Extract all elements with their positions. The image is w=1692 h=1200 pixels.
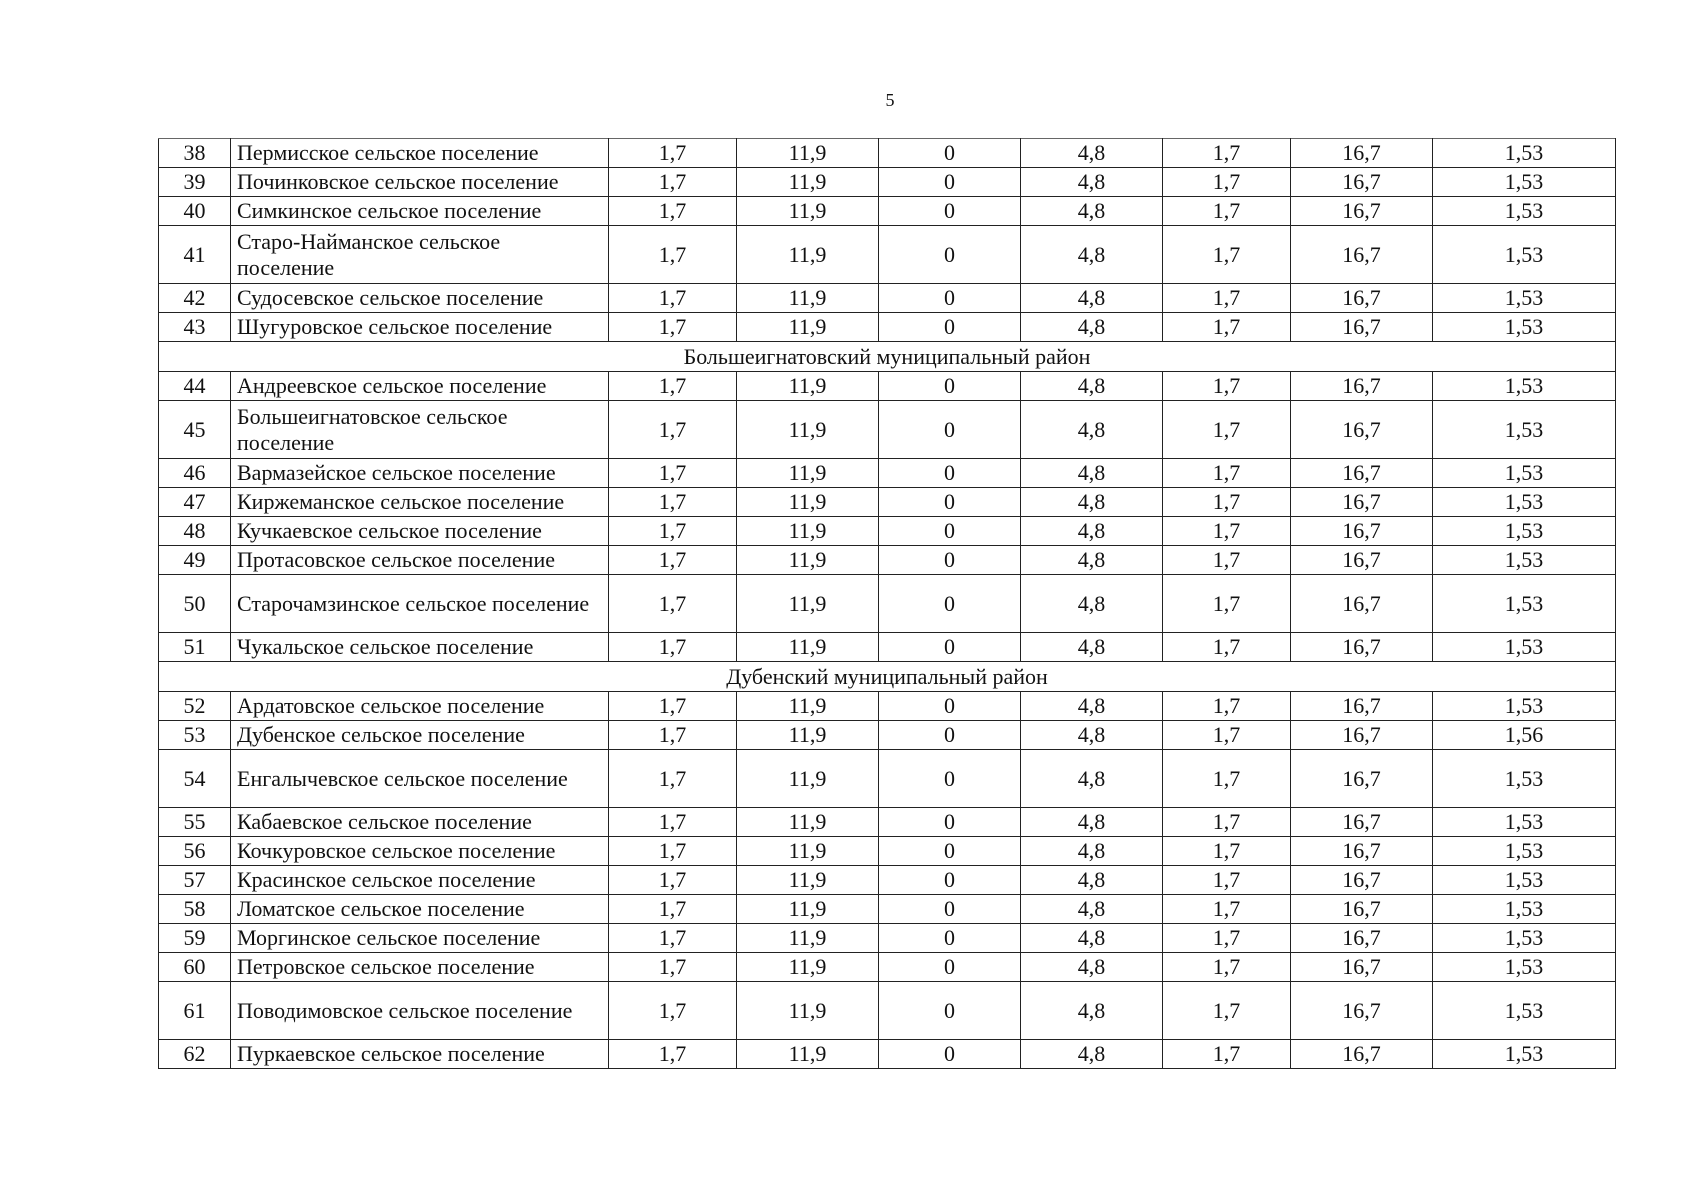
row-number: 39 bbox=[159, 168, 231, 197]
value-col-7: 1,53 bbox=[1433, 139, 1616, 168]
value-col-5: 1,7 bbox=[1163, 139, 1291, 168]
value-col-2: 11,9 bbox=[737, 1040, 879, 1069]
value-col-1: 1,7 bbox=[609, 372, 737, 401]
value-col-6: 16,7 bbox=[1291, 313, 1433, 342]
value-col-7: 1,53 bbox=[1433, 982, 1616, 1040]
value-col-3: 0 bbox=[879, 808, 1021, 837]
value-col-1: 1,7 bbox=[609, 866, 737, 895]
value-col-7: 1,53 bbox=[1433, 895, 1616, 924]
value-col-6: 16,7 bbox=[1291, 750, 1433, 808]
value-col-6: 16,7 bbox=[1291, 866, 1433, 895]
value-col-5: 1,7 bbox=[1163, 895, 1291, 924]
value-col-5: 1,7 bbox=[1163, 982, 1291, 1040]
row-number: 60 bbox=[159, 953, 231, 982]
value-col-2: 11,9 bbox=[737, 692, 879, 721]
row-number: 48 bbox=[159, 517, 231, 546]
row-number: 61 bbox=[159, 982, 231, 1040]
table-row bbox=[159, 517, 1616, 546]
settlement-name: Моргинское сельское поселение bbox=[231, 924, 609, 953]
settlement-name: Вармазейское сельское поселение bbox=[231, 459, 609, 488]
table-row bbox=[159, 401, 1616, 459]
value-col-3: 0 bbox=[879, 575, 1021, 633]
value-col-3: 0 bbox=[879, 226, 1021, 284]
row-number: 47 bbox=[159, 488, 231, 517]
value-col-4: 4,8 bbox=[1021, 837, 1163, 866]
value-col-3: 0 bbox=[879, 139, 1021, 168]
value-col-5: 1,7 bbox=[1163, 837, 1291, 866]
value-col-3: 0 bbox=[879, 633, 1021, 662]
row-number: 42 bbox=[159, 284, 231, 313]
row-number: 46 bbox=[159, 459, 231, 488]
value-col-6: 16,7 bbox=[1291, 197, 1433, 226]
table-row bbox=[159, 692, 1616, 721]
value-col-3: 0 bbox=[879, 546, 1021, 575]
value-col-5: 1,7 bbox=[1163, 372, 1291, 401]
value-col-5: 1,7 bbox=[1163, 284, 1291, 313]
value-col-2: 11,9 bbox=[737, 837, 879, 866]
row-number: 62 bbox=[159, 1040, 231, 1069]
value-col-2: 11,9 bbox=[737, 575, 879, 633]
value-col-4: 4,8 bbox=[1021, 459, 1163, 488]
table-row bbox=[159, 866, 1616, 895]
value-col-1: 1,7 bbox=[609, 982, 737, 1040]
table-row bbox=[159, 313, 1616, 342]
value-col-5: 1,7 bbox=[1163, 401, 1291, 459]
value-col-5: 1,7 bbox=[1163, 750, 1291, 808]
settlement-name: Пуркаевское сельское поселение bbox=[231, 1040, 609, 1069]
value-col-1: 1,7 bbox=[609, 168, 737, 197]
value-col-3: 0 bbox=[879, 924, 1021, 953]
row-number: 51 bbox=[159, 633, 231, 662]
table-row bbox=[159, 837, 1616, 866]
value-col-6: 16,7 bbox=[1291, 459, 1433, 488]
table-row bbox=[159, 953, 1616, 982]
value-col-1: 1,7 bbox=[609, 197, 737, 226]
value-col-7: 1,53 bbox=[1433, 197, 1616, 226]
value-col-2: 11,9 bbox=[737, 633, 879, 662]
value-col-3: 0 bbox=[879, 692, 1021, 721]
table-row bbox=[159, 168, 1616, 197]
value-col-3: 0 bbox=[879, 953, 1021, 982]
table-row bbox=[159, 1040, 1616, 1069]
row-number: 54 bbox=[159, 750, 231, 808]
value-col-3: 0 bbox=[879, 488, 1021, 517]
value-col-1: 1,7 bbox=[609, 721, 737, 750]
value-col-7: 1,53 bbox=[1433, 692, 1616, 721]
table-row bbox=[159, 750, 1616, 808]
table-row bbox=[159, 139, 1616, 168]
table-row bbox=[159, 546, 1616, 575]
district-header-row bbox=[159, 342, 1616, 372]
row-number: 41 bbox=[159, 226, 231, 284]
value-col-4: 4,8 bbox=[1021, 750, 1163, 808]
value-col-4: 4,8 bbox=[1021, 372, 1163, 401]
value-col-2: 11,9 bbox=[737, 546, 879, 575]
settlement-name: Протасовское сельское поселение bbox=[231, 546, 609, 575]
value-col-2: 11,9 bbox=[737, 488, 879, 517]
row-number: 38 bbox=[159, 139, 231, 168]
value-col-2: 11,9 bbox=[737, 953, 879, 982]
value-col-6: 16,7 bbox=[1291, 517, 1433, 546]
settlement-name: Ардатовское сельское поселение bbox=[231, 692, 609, 721]
value-col-1: 1,7 bbox=[609, 488, 737, 517]
value-col-6: 16,7 bbox=[1291, 982, 1433, 1040]
value-col-2: 11,9 bbox=[737, 284, 879, 313]
value-col-1: 1,7 bbox=[609, 459, 737, 488]
value-col-7: 1,53 bbox=[1433, 284, 1616, 313]
value-col-5: 1,7 bbox=[1163, 866, 1291, 895]
value-col-5: 1,7 bbox=[1163, 692, 1291, 721]
value-col-3: 0 bbox=[879, 866, 1021, 895]
value-col-4: 4,8 bbox=[1021, 692, 1163, 721]
settlement-name: Дубенское сельское поселение bbox=[231, 721, 609, 750]
row-number: 50 bbox=[159, 575, 231, 633]
value-col-3: 0 bbox=[879, 372, 1021, 401]
value-col-6: 16,7 bbox=[1291, 1040, 1433, 1069]
value-col-4: 4,8 bbox=[1021, 924, 1163, 953]
settlement-name: Старо-Найманское сельское поселение bbox=[231, 226, 609, 284]
row-number: 45 bbox=[159, 401, 231, 459]
value-col-2: 11,9 bbox=[737, 401, 879, 459]
value-col-1: 1,7 bbox=[609, 633, 737, 662]
value-col-2: 11,9 bbox=[737, 517, 879, 546]
row-number: 56 bbox=[159, 837, 231, 866]
value-col-7: 1,53 bbox=[1433, 546, 1616, 575]
value-col-2: 11,9 bbox=[737, 750, 879, 808]
value-col-6: 16,7 bbox=[1291, 721, 1433, 750]
value-col-1: 1,7 bbox=[609, 546, 737, 575]
value-col-7: 1,53 bbox=[1433, 313, 1616, 342]
value-col-5: 1,7 bbox=[1163, 721, 1291, 750]
value-col-3: 0 bbox=[879, 1040, 1021, 1069]
value-col-3: 0 bbox=[879, 721, 1021, 750]
value-col-2: 11,9 bbox=[737, 226, 879, 284]
value-col-3: 0 bbox=[879, 895, 1021, 924]
settlement-name: Енгалычевское сельское поселение bbox=[231, 750, 609, 808]
value-col-4: 4,8 bbox=[1021, 197, 1163, 226]
value-col-6: 16,7 bbox=[1291, 924, 1433, 953]
settlement-name: Пермисское сельское поселение bbox=[231, 139, 609, 168]
value-col-1: 1,7 bbox=[609, 139, 737, 168]
value-col-1: 1,7 bbox=[609, 226, 737, 284]
value-col-1: 1,7 bbox=[609, 837, 737, 866]
value-col-5: 1,7 bbox=[1163, 313, 1291, 342]
value-col-7: 1,53 bbox=[1433, 750, 1616, 808]
value-col-6: 16,7 bbox=[1291, 284, 1433, 313]
row-number: 40 bbox=[159, 197, 231, 226]
value-col-2: 11,9 bbox=[737, 459, 879, 488]
district-header: Дубенский муниципальный район bbox=[159, 662, 1616, 692]
settlement-name: Киржеманское сельское поселение bbox=[231, 488, 609, 517]
table-row bbox=[159, 488, 1616, 517]
table-row bbox=[159, 459, 1616, 488]
value-col-6: 16,7 bbox=[1291, 808, 1433, 837]
value-col-1: 1,7 bbox=[609, 401, 737, 459]
value-col-6: 16,7 bbox=[1291, 372, 1433, 401]
value-col-4: 4,8 bbox=[1021, 401, 1163, 459]
settlement-name: Починковское сельское поселение bbox=[231, 168, 609, 197]
table-row bbox=[159, 633, 1616, 662]
table-row bbox=[159, 372, 1616, 401]
value-col-7: 1,53 bbox=[1433, 837, 1616, 866]
value-col-5: 1,7 bbox=[1163, 575, 1291, 633]
value-col-2: 11,9 bbox=[737, 866, 879, 895]
settlement-name: Симкинское сельское поселение bbox=[231, 197, 609, 226]
value-col-5: 1,7 bbox=[1163, 197, 1291, 226]
value-col-6: 16,7 bbox=[1291, 546, 1433, 575]
row-number: 53 bbox=[159, 721, 231, 750]
value-col-3: 0 bbox=[879, 313, 1021, 342]
value-col-7: 1,53 bbox=[1433, 633, 1616, 662]
value-col-4: 4,8 bbox=[1021, 982, 1163, 1040]
value-col-4: 4,8 bbox=[1021, 866, 1163, 895]
row-number: 52 bbox=[159, 692, 231, 721]
value-col-6: 16,7 bbox=[1291, 139, 1433, 168]
value-col-4: 4,8 bbox=[1021, 517, 1163, 546]
value-col-5: 1,7 bbox=[1163, 808, 1291, 837]
value-col-5: 1,7 bbox=[1163, 459, 1291, 488]
table-row bbox=[159, 197, 1616, 226]
settlement-name: Андреевское сельское поселение bbox=[231, 372, 609, 401]
value-col-7: 1,53 bbox=[1433, 866, 1616, 895]
value-col-3: 0 bbox=[879, 401, 1021, 459]
value-col-2: 11,9 bbox=[737, 982, 879, 1040]
value-col-3: 0 bbox=[879, 197, 1021, 226]
value-col-6: 16,7 bbox=[1291, 837, 1433, 866]
table-row bbox=[159, 982, 1616, 1040]
value-col-4: 4,8 bbox=[1021, 575, 1163, 633]
row-number: 58 bbox=[159, 895, 231, 924]
value-col-5: 1,7 bbox=[1163, 517, 1291, 546]
page-number: 5 bbox=[885, 90, 895, 110]
district-header: Большеигнатовский муниципальный район bbox=[159, 342, 1616, 372]
value-col-5: 1,7 bbox=[1163, 488, 1291, 517]
settlement-name: Петровское сельское поселение bbox=[231, 953, 609, 982]
value-col-2: 11,9 bbox=[737, 139, 879, 168]
value-col-1: 1,7 bbox=[609, 284, 737, 313]
settlement-name: Судосевское сельское поселение bbox=[231, 284, 609, 313]
table-row bbox=[159, 808, 1616, 837]
value-col-7: 1,53 bbox=[1433, 168, 1616, 197]
value-col-7: 1,53 bbox=[1433, 488, 1616, 517]
value-col-4: 4,8 bbox=[1021, 488, 1163, 517]
value-col-1: 1,7 bbox=[609, 953, 737, 982]
table-row bbox=[159, 895, 1616, 924]
row-number: 43 bbox=[159, 313, 231, 342]
value-col-7: 1,53 bbox=[1433, 808, 1616, 837]
value-col-1: 1,7 bbox=[609, 895, 737, 924]
settlement-name: Шугуровское сельское поселение bbox=[231, 313, 609, 342]
settlement-name: Кабаевское сельское поселение bbox=[231, 808, 609, 837]
value-col-6: 16,7 bbox=[1291, 575, 1433, 633]
value-col-1: 1,7 bbox=[609, 575, 737, 633]
value-col-2: 11,9 bbox=[737, 313, 879, 342]
value-col-7: 1,53 bbox=[1433, 953, 1616, 982]
row-number: 59 bbox=[159, 924, 231, 953]
value-col-5: 1,7 bbox=[1163, 226, 1291, 284]
value-col-3: 0 bbox=[879, 168, 1021, 197]
row-number: 44 bbox=[159, 372, 231, 401]
table-row bbox=[159, 924, 1616, 953]
value-col-1: 1,7 bbox=[609, 1040, 737, 1069]
settlement-name: Кучкаевское сельское поселение bbox=[231, 517, 609, 546]
value-col-4: 4,8 bbox=[1021, 895, 1163, 924]
value-col-1: 1,7 bbox=[609, 692, 737, 721]
value-col-2: 11,9 bbox=[737, 808, 879, 837]
value-col-7: 1,56 bbox=[1433, 721, 1616, 750]
value-col-7: 1,53 bbox=[1433, 459, 1616, 488]
value-col-6: 16,7 bbox=[1291, 895, 1433, 924]
value-col-4: 4,8 bbox=[1021, 808, 1163, 837]
value-col-1: 1,7 bbox=[609, 517, 737, 546]
value-col-7: 1,53 bbox=[1433, 226, 1616, 284]
value-col-3: 0 bbox=[879, 284, 1021, 313]
value-col-5: 1,7 bbox=[1163, 1040, 1291, 1069]
table-row bbox=[159, 721, 1616, 750]
value-col-4: 4,8 bbox=[1021, 1040, 1163, 1069]
value-col-4: 4,8 bbox=[1021, 721, 1163, 750]
value-col-6: 16,7 bbox=[1291, 953, 1433, 982]
district-header-row bbox=[159, 662, 1616, 692]
value-col-4: 4,8 bbox=[1021, 226, 1163, 284]
value-col-7: 1,53 bbox=[1433, 575, 1616, 633]
value-col-4: 4,8 bbox=[1021, 953, 1163, 982]
value-col-5: 1,7 bbox=[1163, 168, 1291, 197]
settlements-table bbox=[158, 138, 1616, 1069]
value-col-1: 1,7 bbox=[609, 313, 737, 342]
value-col-6: 16,7 bbox=[1291, 168, 1433, 197]
value-col-4: 4,8 bbox=[1021, 139, 1163, 168]
table-row bbox=[159, 226, 1616, 284]
value-col-2: 11,9 bbox=[737, 197, 879, 226]
value-col-4: 4,8 bbox=[1021, 168, 1163, 197]
value-col-5: 1,7 bbox=[1163, 633, 1291, 662]
value-col-6: 16,7 bbox=[1291, 692, 1433, 721]
value-col-6: 16,7 bbox=[1291, 401, 1433, 459]
value-col-3: 0 bbox=[879, 750, 1021, 808]
value-col-7: 1,53 bbox=[1433, 1040, 1616, 1069]
table-row bbox=[159, 284, 1616, 313]
settlement-name: Ломатское сельское поселение bbox=[231, 895, 609, 924]
value-col-6: 16,7 bbox=[1291, 488, 1433, 517]
value-col-2: 11,9 bbox=[737, 168, 879, 197]
value-col-7: 1,53 bbox=[1433, 401, 1616, 459]
value-col-1: 1,7 bbox=[609, 808, 737, 837]
settlement-name: Красинское сельское поселение bbox=[231, 866, 609, 895]
value-col-3: 0 bbox=[879, 982, 1021, 1040]
value-col-7: 1,53 bbox=[1433, 372, 1616, 401]
row-number: 49 bbox=[159, 546, 231, 575]
settlement-name: Поводимовское сельское поселение bbox=[231, 982, 609, 1040]
value-col-4: 4,8 bbox=[1021, 313, 1163, 342]
value-col-4: 4,8 bbox=[1021, 633, 1163, 662]
value-col-4: 4,8 bbox=[1021, 546, 1163, 575]
row-number: 57 bbox=[159, 866, 231, 895]
settlement-name: Чукальское сельское поселение bbox=[231, 633, 609, 662]
value-col-2: 11,9 bbox=[737, 895, 879, 924]
value-col-1: 1,7 bbox=[609, 750, 737, 808]
value-col-7: 1,53 bbox=[1433, 924, 1616, 953]
value-col-3: 0 bbox=[879, 517, 1021, 546]
value-col-3: 0 bbox=[879, 837, 1021, 866]
value-col-5: 1,7 bbox=[1163, 924, 1291, 953]
value-col-6: 16,7 bbox=[1291, 633, 1433, 662]
value-col-5: 1,7 bbox=[1163, 953, 1291, 982]
settlement-name: Кочкуровское сельское поселение bbox=[231, 837, 609, 866]
value-col-4: 4,8 bbox=[1021, 284, 1163, 313]
value-col-2: 11,9 bbox=[737, 721, 879, 750]
value-col-1: 1,7 bbox=[609, 924, 737, 953]
value-col-5: 1,7 bbox=[1163, 546, 1291, 575]
value-col-7: 1,53 bbox=[1433, 517, 1616, 546]
table-row bbox=[159, 575, 1616, 633]
settlement-name: Старочамзинское сельское поселение bbox=[231, 575, 609, 633]
row-number: 55 bbox=[159, 808, 231, 837]
value-col-2: 11,9 bbox=[737, 924, 879, 953]
value-col-6: 16,7 bbox=[1291, 226, 1433, 284]
settlement-name: Большеигнатовское сельское поселение bbox=[231, 401, 609, 459]
value-col-2: 11,9 bbox=[737, 372, 879, 401]
value-col-3: 0 bbox=[879, 459, 1021, 488]
